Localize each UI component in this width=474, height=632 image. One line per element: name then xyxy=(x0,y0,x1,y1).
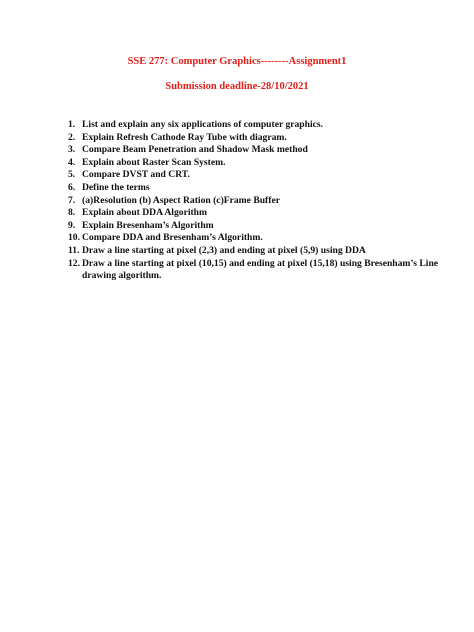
question-text: Compare DDA and Bresenham’s Algorithm. xyxy=(82,232,263,244)
question-list xyxy=(68,119,448,283)
question-text: Explain Refresh Cathode Ray Tube with diagram. xyxy=(82,131,287,143)
question-item xyxy=(68,144,448,157)
question-number: 8. xyxy=(68,207,76,219)
question-text: (a)Resolution (b) Aspect Ration (c)Frame Buffer xyxy=(82,194,280,206)
question-item xyxy=(68,232,448,245)
question-text: Draw a line starting at pixel (10,15) and ending at pixel (15,18) using Bresenham’s Line drawing algorithm. xyxy=(82,257,439,282)
question-text: Explain about DDA Algorithm xyxy=(82,207,208,219)
question-item xyxy=(68,132,448,145)
question-text: Compare DVST and CRT. xyxy=(82,169,190,181)
question-number: 12. xyxy=(68,257,80,269)
question-item xyxy=(68,182,448,195)
question-number: 6. xyxy=(68,181,76,193)
question-item xyxy=(68,258,448,283)
question-text: Define the terms xyxy=(82,181,150,193)
question-number: 3. xyxy=(68,144,76,156)
question-item xyxy=(68,157,448,170)
question-text: Explain Bresenham’s Algorithm xyxy=(82,219,214,231)
question-item xyxy=(68,169,448,182)
question-number: 10. xyxy=(68,232,80,244)
question-item xyxy=(68,119,448,132)
question-number: 4. xyxy=(68,156,76,168)
question-number: 5. xyxy=(68,169,76,181)
question-text: Explain about Raster Scan System. xyxy=(82,156,226,168)
question-item xyxy=(68,195,448,208)
question-text: Compare Beam Penetration and Shadow Mask method xyxy=(82,144,308,156)
submission-deadline: Submission deadline-28/10/2021 xyxy=(165,81,309,92)
question-text: List and explain any six applications of computer graphics. xyxy=(82,119,324,130)
question-item xyxy=(68,207,448,220)
question-number: 7. xyxy=(68,194,76,206)
question-item xyxy=(68,220,448,233)
document-title: SSE 277: Computer Graphics--------Assignment1 xyxy=(127,56,347,67)
question-number: 1. xyxy=(68,119,76,130)
question-number: 2. xyxy=(68,131,76,143)
question-text: Draw a line starting at pixel (2,3) and ending at pixel (5,9) using DDA xyxy=(82,244,366,256)
question-number: 9. xyxy=(68,219,76,231)
question-number: 11. xyxy=(68,244,80,256)
question-item xyxy=(68,245,448,258)
